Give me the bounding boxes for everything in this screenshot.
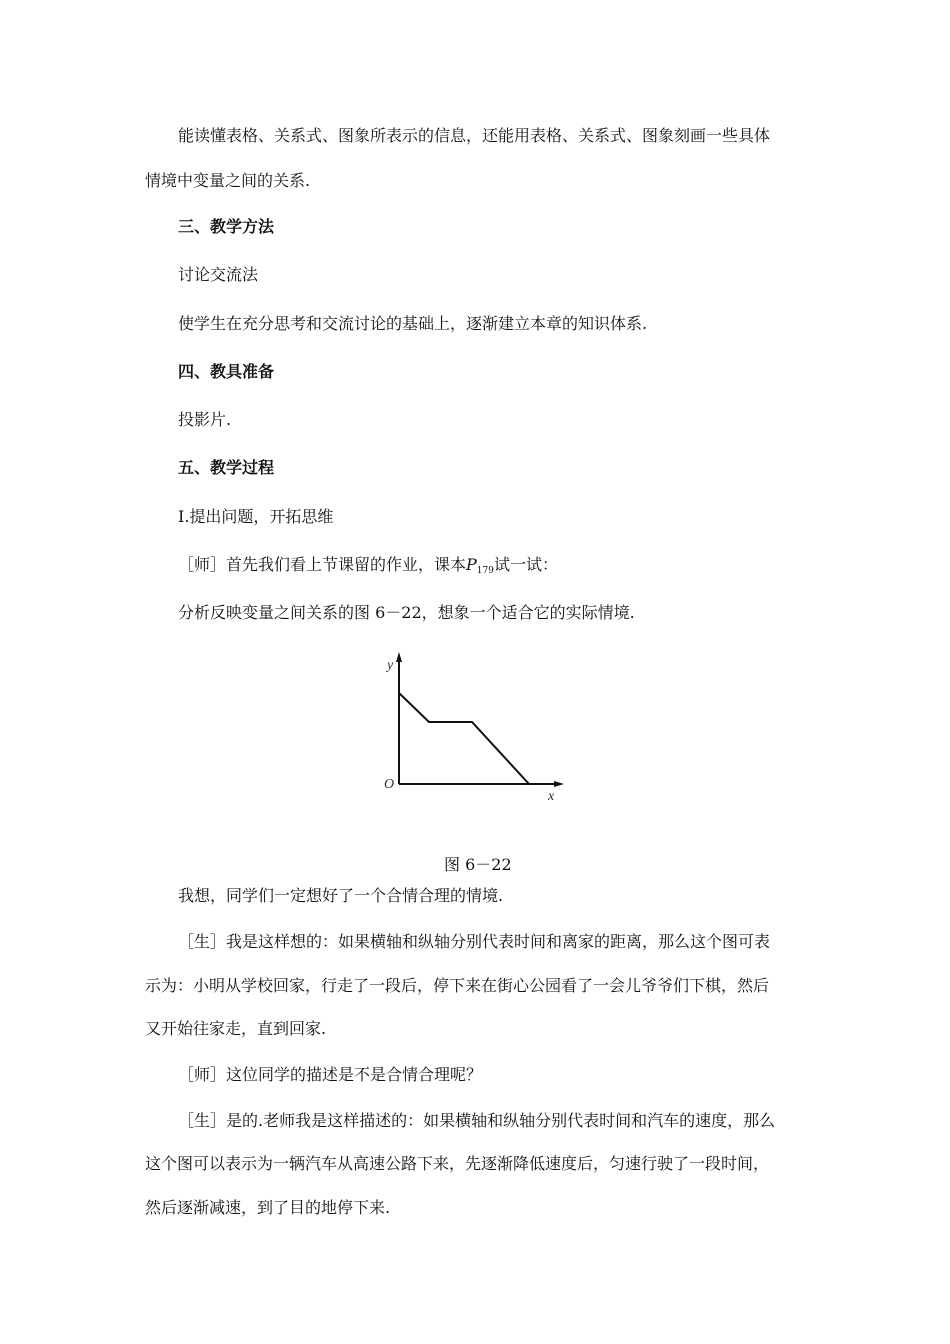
heading-teaching-tools: 四、教具准备	[178, 362, 275, 381]
teaching-method-description: 使学生在充分思考和交流讨论的基础上，逐渐建立本章的知识体系.	[178, 314, 648, 333]
graph-line	[399, 693, 529, 784]
teacher-line-1	[178, 557, 558, 579]
student-answer-2-line1: ［生］是的.老师我是这样描述的：如果横轴和纵轴分别代表时间和汽车的速度，那么	[178, 1111, 776, 1130]
analyze-instruction: 分析反映变量之间关系的图 6－22，想象一个适合它的实际情境.	[178, 603, 635, 622]
y-axis-arrow	[396, 652, 402, 662]
heading-teaching-process: 五、教学过程	[178, 458, 275, 477]
x-axis-arrow	[554, 781, 564, 787]
teacher-line-2: ［师］这位同学的描述是不是合情合理呢？	[178, 1065, 483, 1084]
paragraph-objective-line1: 能读懂表格、关系式、图象所表示的信息，还能用表格、关系式、图象刻画一些具体	[178, 126, 771, 145]
step-one-title: Ⅰ.提出问题，开拓思维	[178, 507, 334, 526]
paragraph-think: 我想，同学们一定想好了一个合情合理的情境.	[178, 886, 504, 905]
student-answer-1-line3: 又开始往家走，直到回家.	[145, 1019, 327, 1038]
figure-caption: 图 6－22	[444, 855, 512, 874]
figure-6-22	[378, 650, 568, 805]
teaching-method-name: 讨论交流法	[178, 265, 259, 284]
heading-teaching-method: 三、教学方法	[178, 217, 275, 236]
origin-label: O	[384, 777, 395, 792]
student-answer-2-line3: 然后逐渐减速，到了目的地停下来.	[145, 1198, 391, 1217]
student-answer-2-line2: 这个图可以表示为一辆汽车从高速公路下来，先逐渐降低速度后，匀速行驶了一段时间，	[145, 1154, 770, 1173]
figure-graph	[378, 650, 568, 805]
textbook-page-p: P	[466, 555, 477, 574]
teacher-line-1-suffix: 试一试：	[493, 555, 558, 574]
student-answer-1-line2: 示为：小明从学校回家，行走了一段后，停下来在街心公园看了一会儿爷爷们下棋，然后	[145, 976, 770, 995]
textbook-page-number: 179	[476, 566, 494, 576]
student-answer-1-line1: ［生］我是这样想的：如果横轴和纵轴分别代表时间和离家的距离，那么这个图可表	[178, 932, 771, 951]
teacher-line-1-prefix: ［师］首先我们看上节课留的作业，课本	[178, 555, 467, 574]
paragraph-objective-line2: 情境中变量之间的关系.	[145, 171, 311, 190]
x-axis-label: x	[548, 789, 555, 804]
y-axis-label: y	[387, 658, 394, 673]
teaching-tools-text: 投影片.	[178, 410, 232, 429]
